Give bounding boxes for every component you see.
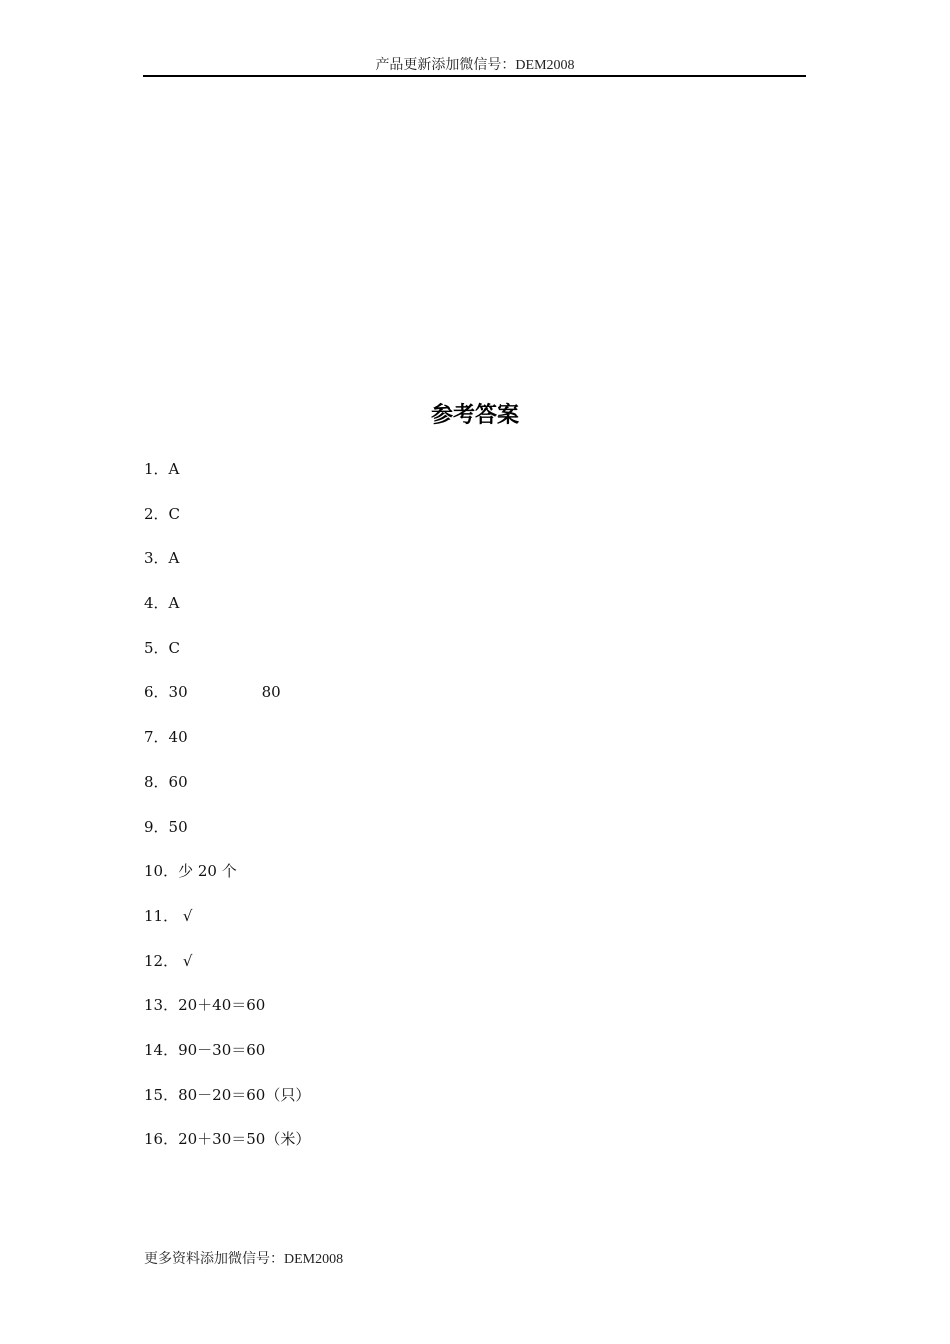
answer-item-1 <box>144 458 310 503</box>
answer-item-3 <box>144 547 310 592</box>
answer-text: C <box>168 504 181 523</box>
answer-number: 4． <box>144 594 169 613</box>
answer-number: 3． <box>144 549 169 568</box>
answer-text: 20＋30＝50（米） <box>178 1130 311 1149</box>
answer-text: 40 <box>168 728 188 747</box>
header-divider <box>143 75 806 77</box>
answer-number: 1． <box>144 460 169 478</box>
answer-text: C <box>168 638 181 657</box>
answer-item-7 <box>144 726 310 771</box>
answer-key-title: 参考答案 <box>430 403 519 428</box>
answer-text: √ <box>178 906 193 925</box>
answer-item-8 <box>144 771 310 816</box>
answer-text: 20＋40＝60 <box>178 996 266 1015</box>
page-footer: 更多资料添加微信号：DEM2008 <box>144 1252 344 1267</box>
answer-text: 少 20 个 <box>178 862 237 881</box>
answer-list <box>144 458 310 1173</box>
answer-item-15 <box>144 1084 310 1129</box>
answer-text: A <box>168 549 180 568</box>
answer-number: 12． <box>144 951 179 970</box>
answer-number: 2． <box>144 504 169 523</box>
answer-item-12 <box>144 950 310 995</box>
answer-item-14 <box>144 1039 310 1084</box>
answer-item-9 <box>144 816 310 861</box>
answer-number: 13． <box>144 996 179 1015</box>
answer-text: 30 <box>168 683 188 702</box>
answer-number: 5． <box>144 638 169 657</box>
answer-text: √ <box>178 951 193 970</box>
answer-number: 15． <box>144 1085 179 1104</box>
answer-item-10 <box>144 860 310 905</box>
answer-number: 8． <box>144 772 169 791</box>
answer-number: 6． <box>144 683 169 702</box>
answer-text: A <box>168 594 180 613</box>
answer-number: 11． <box>144 906 179 925</box>
answer-number: 7． <box>144 728 169 747</box>
answer-text: 60 <box>168 772 188 791</box>
answer-text: A <box>168 460 180 478</box>
answer-item-11 <box>144 905 310 950</box>
answer-item-16 <box>144 1128 310 1173</box>
answer-text: 50 <box>168 817 188 836</box>
answer-item-6 <box>144 681 310 726</box>
answer-item-5 <box>144 637 310 682</box>
answer-number: 9． <box>144 817 169 836</box>
answer-item-2 <box>144 503 310 548</box>
answer-text: 90－30＝60 <box>178 1040 266 1059</box>
page-header: 产品更新添加微信号：DEM2008 <box>375 58 575 73</box>
answer-number: 16． <box>144 1130 179 1149</box>
answer-item-4 <box>144 592 310 637</box>
answer-text-second: 80 <box>261 683 281 702</box>
answer-item-13 <box>144 994 310 1039</box>
answer-number: 14． <box>144 1040 179 1059</box>
answer-text: 80－20＝60（只） <box>178 1085 311 1104</box>
answer-number: 10． <box>144 862 179 881</box>
